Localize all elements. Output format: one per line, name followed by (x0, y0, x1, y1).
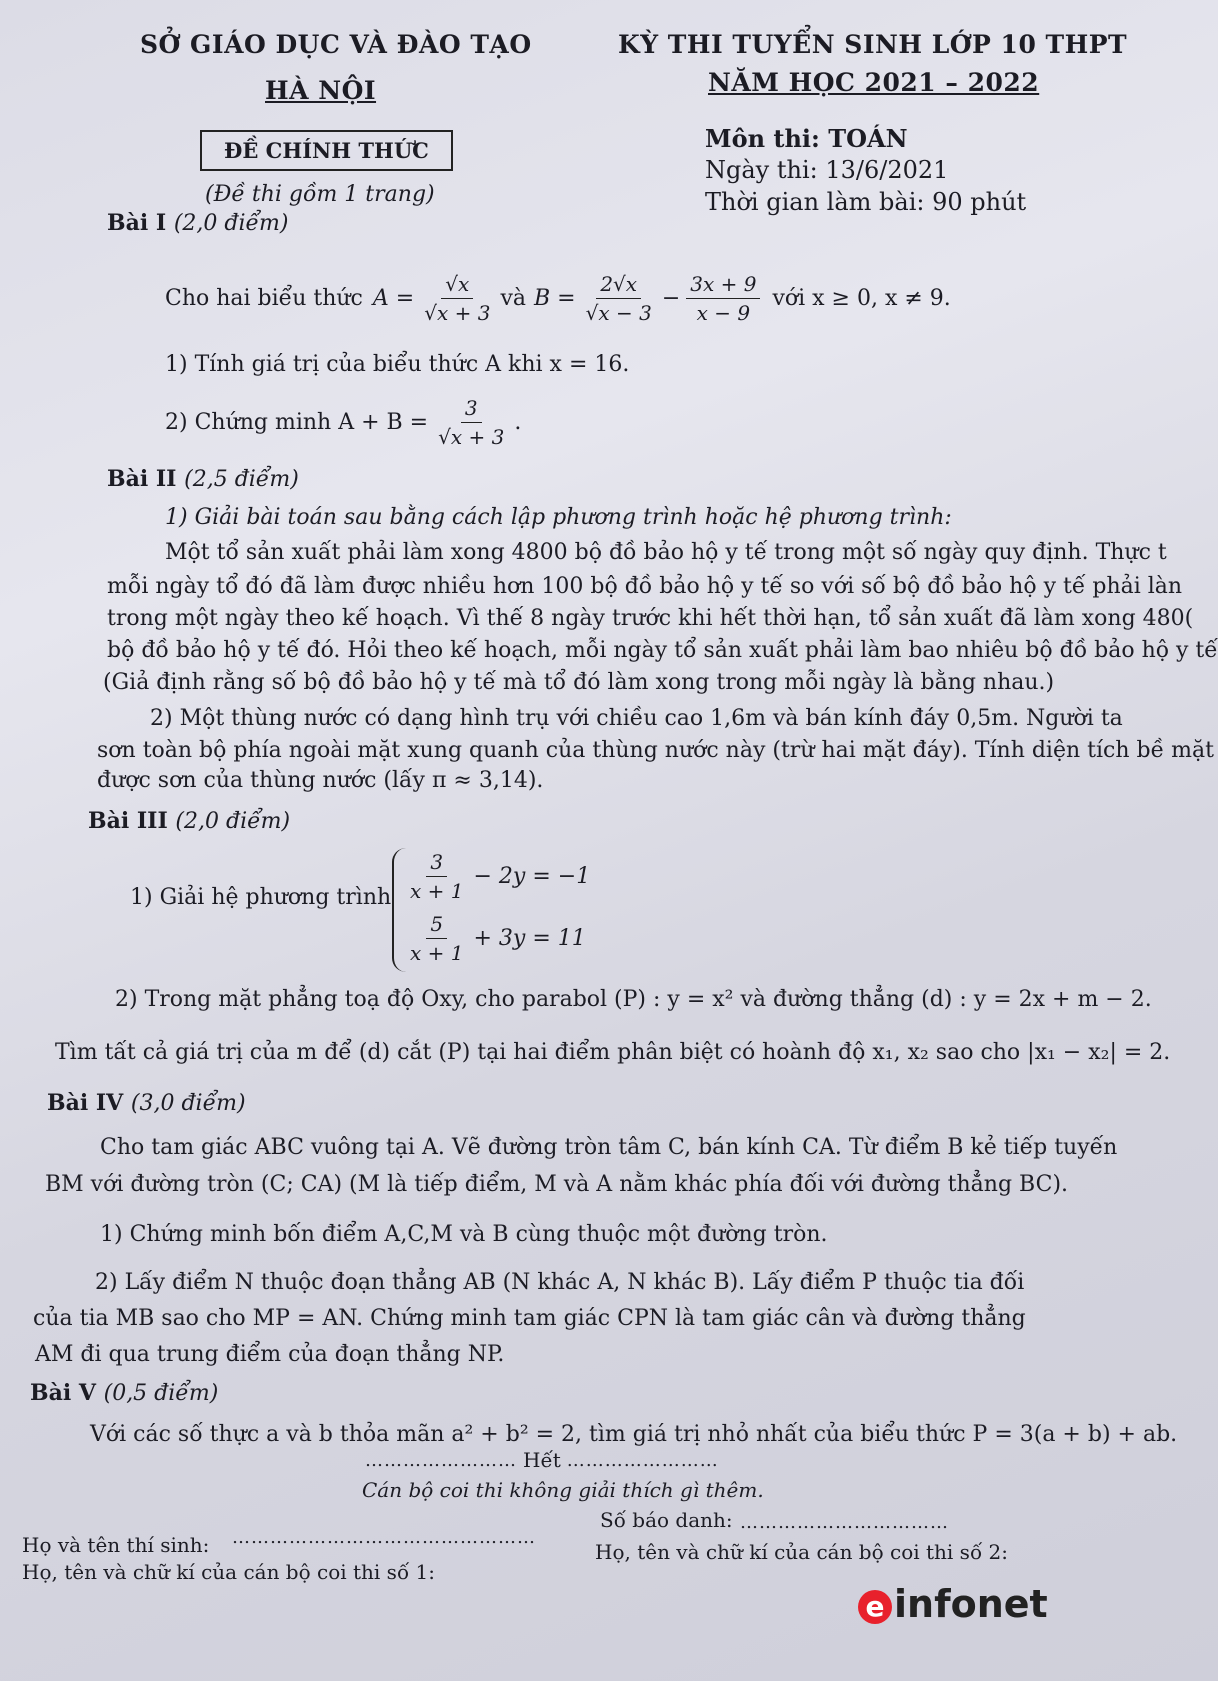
expr-b-fraction2: $\frac{3x + 9}{x - 9}$ (686, 272, 760, 325)
duration: Thời gian làm bài: 90 phút (705, 188, 1027, 216)
bai4-heading: Bài IV (3,0 điểm) (47, 1090, 246, 1116)
infonet-logo: e infonet (858, 1582, 1048, 1626)
expr-b-lhs: B = (533, 286, 576, 311)
bai1-q2: 2) Chứng minh A + B = $\frac{3}{√x + 3}$ . (165, 396, 522, 449)
dots-right: …………………… (566, 1449, 719, 1471)
bai1-heading: Bài I (2,0 điểm) (107, 210, 289, 236)
expr-a-fraction: $\frac{√x}{√x + 3}$ (424, 272, 491, 325)
bai4-q1: 1) Chứng minh bốn điểm A,C,M và B cùng thuộc một đường tròn. (100, 1222, 828, 1247)
domain-condition: với x ≥ 0, x ≠ 9. (772, 286, 951, 311)
bai2-q2-line3: được sơn của thùng nước (lấy π ≈ 3,14). (97, 768, 544, 793)
bai3-q1: 1) Giải hệ phương trình (130, 885, 392, 910)
bai1-q2-fraction: $\frac{3}{√x + 3}$ (438, 396, 505, 449)
bai2-line5: (Giả định rằng số bộ đồ bảo hộ y tế mà tổ đó làm xong trong mỗi ngày là bằng nhau.) (103, 670, 1055, 695)
candidate-name-label: Họ và tên thí sinh: (22, 1533, 210, 1557)
school-year: NĂM HỌC 2021 – 2022 (708, 68, 1040, 97)
bai2-line2: mỗi ngày tổ đó đã làm được nhiều hơn 100 bộ đồ bảo hộ y tế so với số bộ đồ bảo hộ y tế phải làn (107, 574, 1183, 599)
bai4-q2-line1: 2) Lấy điểm N thuộc đoạn thẳng AB (N khác A, N khác B). Lấy điểm P thuộc tia đối (95, 1270, 1025, 1295)
bai2-line3: trong một ngày theo kế hoạch. Vì thế 8 ngày trước khi hết thời hạn, tổ sản xuất đã làm xong 480( (107, 606, 1194, 631)
city-name: HÀ NỘI (265, 76, 377, 105)
proctor-note: Cán bộ coi thi không giải thích gì thêm. (362, 1478, 764, 1502)
infonet-e-icon: e (858, 1590, 892, 1624)
page-note: (Đề thi gồm 1 trang) (205, 182, 435, 207)
bai4-line2: BM với đường tròn (C; CA) (M là tiếp điểm, M và A nằm khác phía đối với đường thẳng BC). (45, 1172, 1069, 1197)
department-name: SỞ GIÁO DỤC VÀ ĐÀO TẠO (140, 30, 532, 59)
and-word: và (500, 286, 526, 311)
bai4-q2-line3: AM đi qua trung điểm của đoạn thẳng NP. (35, 1342, 505, 1367)
bai2-q2-line2: sơn toàn bộ phía ngoài mặt xung quanh của thùng nước này (trừ hai mặt đáy). Tính diện tích bề mặt (97, 738, 1214, 763)
bai5-line1: Với các số thực a và b thỏa mãn a² + b² = 2, tìm giá trị nhỏ nhất của biểu thức P = 3(a + b) + ab. (90, 1422, 1178, 1447)
bai1-intro: Cho hai biểu thức (165, 286, 363, 311)
bai2-heading: Bài II (2,5 điểm) (107, 466, 299, 492)
candidate-id-label: Số báo danh: (600, 1508, 733, 1532)
bai4-line1: Cho tam giác ABC vuông tại A. Vẽ đường tròn tâm C, bán kính CA. Từ điểm B kẻ tiếp tuyến (100, 1135, 1118, 1160)
bai4-q2-line2: của tia MB sao cho MP = AN. Chứng minh tam giác CPN là tam giác cân và đường thẳng (33, 1306, 1026, 1331)
bai5-heading: Bài V (0,5 điểm) (30, 1380, 219, 1406)
bai3-q2-line2: Tìm tất cả giá trị của m để (d) cắt (P) tại hai điểm phân biệt có hoành độ x₁, x₂ sao cho |x₁ − x₂| = 2. (55, 1040, 1171, 1065)
bai2-line4: bộ đồ bảo hộ y tế đó. Hỏi theo kế hoạch, mỗi ngày tổ sản xuất phải làm bao nhiêu bộ đồ bảo hộ y tế (107, 638, 1218, 663)
system-equation2: $\frac{5}{x + 1}$ + 3y = 11 (410, 912, 586, 965)
dots-left: …………………… (365, 1449, 517, 1471)
proctor2-label: Họ, tên và chữ kí của cán bộ coi thi số 2: (595, 1540, 1008, 1564)
candidate-id-dots: …………………………… (740, 1512, 949, 1533)
end-text: Hết (523, 1448, 561, 1472)
proctor1-label: Họ, tên và chữ kí của cán bộ coi thi số 1: (22, 1560, 435, 1584)
official-box: ĐỀ CHÍNH THỨC (200, 130, 453, 171)
subject: Môn thi: TOÁN (705, 124, 908, 153)
bai3-q2-line1: 2) Trong mặt phẳng toạ độ Oxy, cho parabol (P) : y = x² và đường thẳng (d) : y = 2x + m − 2. (115, 987, 1152, 1012)
minus-sign: − (661, 286, 681, 311)
system-equation1: $\frac{3}{x + 1}$ − 2y = −1 (410, 850, 591, 903)
bai1-q1: 1) Tính giá trị của biểu thức A khi x = 16. (165, 352, 630, 377)
exam-title: KỲ THI TUYỂN SINH LỚP 10 THPT (618, 30, 1128, 59)
expr-b-fraction1: $\frac{2√x}{√x - 3}$ (585, 272, 652, 325)
bai2-q1-head: 1) Giải bài toán sau bằng cách lập phương trình hoặc hệ phương trình: (165, 505, 952, 530)
bai1-expressions (165, 272, 951, 325)
end-marker (365, 1448, 719, 1472)
candidate-name-dots: ………………………………………… (232, 1527, 536, 1548)
bai2-line1: Một tổ sản xuất phải làm xong 4800 bộ đồ bảo hộ y tế trong một số ngày quy định. Thực t (165, 540, 1167, 565)
bai2-q2-line1: 2) Một thùng nước có dạng hình trụ với chiều cao 1,6m và bán kính đáy 0,5m. Người ta (150, 706, 1123, 731)
expr-a-lhs: A = (372, 286, 415, 311)
bai3-heading: Bài III (2,0 điểm) (88, 808, 291, 834)
exam-date: Ngày thi: 13/6/2021 (705, 156, 949, 184)
